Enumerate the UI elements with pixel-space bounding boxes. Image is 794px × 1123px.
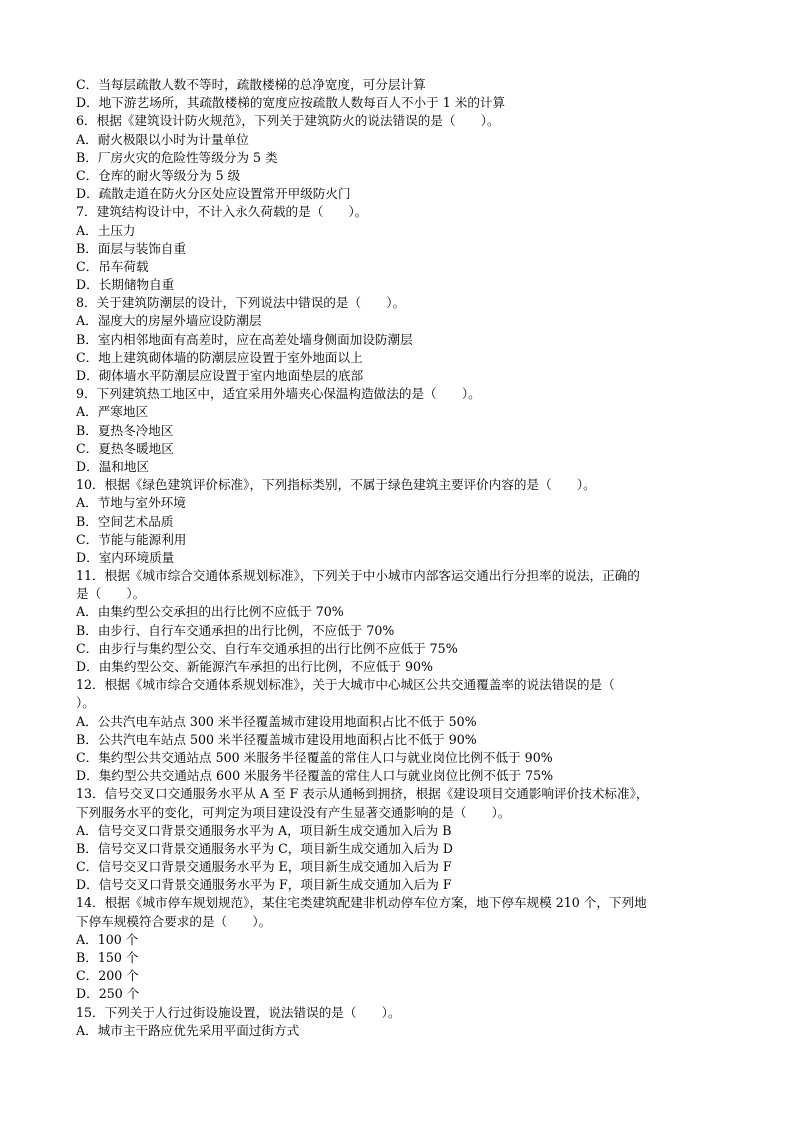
option-line: C．地上建筑砌体墙的防潮层应设置于室外地面以上 — [76, 349, 363, 365]
option-line: D．砌体墙水平防潮层应设置于室内地面垫层的底部 — [76, 368, 364, 383]
option-line: D．室内环境质量 — [76, 549, 175, 565]
option-line: A．节地与室外环境 — [76, 495, 186, 511]
option-line: A．由集约型公交承担的出行比例不应低于 70% — [76, 604, 344, 620]
option-line: D．由集约型公交、新能源汽车承担的出行比例，不应低于 90% — [76, 659, 433, 674]
option-line: B．150 个 — [76, 950, 139, 965]
option-line: C．由步行与集约型公交、自行车交通承担的出行比例不应低于 75% — [76, 640, 458, 656]
question-line: 7．建筑结构设计中，不计入永久荷载的是（ ）。 — [76, 204, 368, 220]
question-line: 8．关于建筑防潮层的设计，下列说法中错误的是（ ）。 — [76, 295, 406, 311]
option-line: B．公共汽电车站点 500 米半径覆盖城市建设用地面积占比不低于 90% — [76, 731, 477, 747]
question-line-continued: 下停车规模符合要求的是（ ）。 — [76, 913, 272, 929]
option-line: C．仓库的耐火等级分为 5 级 — [76, 167, 241, 183]
option-line: C．吊车荷载 — [76, 258, 149, 274]
question-line-continued: 下列服务水平的变化，可判定为项目建设没有产生显著交通影响的是（ ）。 — [76, 804, 511, 820]
option-line: D．250 个 — [76, 986, 140, 1002]
question-line-continued: 是（ ）。 — [76, 586, 146, 602]
option-line: B．厂房火灾的危险性等级分为 5 类 — [76, 149, 278, 165]
option-line: A．公共汽电车站点 300 米半径覆盖城市建设用地面积占比不低于 50% — [76, 713, 477, 729]
option-line: A．土压力 — [76, 222, 136, 238]
option-line: B．由步行、自行车交通承担的出行比例，不应低于 70% — [76, 622, 395, 638]
option-line: B．面层与装饰自重 — [76, 240, 187, 256]
question-line: 14．根据《城市停车规划规范》，某住宅类建筑配建非机动停车位方案，地下停车规模 210 个，下列地 — [76, 895, 647, 911]
question-line: 15．下列关于人行过街设施设置，说法错误的是（ ）。 — [76, 1004, 401, 1020]
question-line: 10．根据《绿色建筑评价标准》，下列指标类别，不属于绿色建筑主要评价内容的是（ ）。 — [76, 477, 596, 493]
option-line: C．200 个 — [76, 968, 139, 984]
option-line: D．温和地区 — [76, 458, 150, 474]
option-line: C．当每层疏散人数不等时，疏散楼梯的总净宽度，可分层计算 — [76, 77, 426, 92]
option-line: A．严寒地区 — [76, 404, 149, 420]
question-line: 9．下列建筑热工地区中，适宜采用外墙夹心保温构造做法的是（ ）。 — [76, 386, 481, 402]
option-line: D．集约型公共交通站点 600 米服务半径覆盖的常住人口与就业岗位比例不低于 75% — [76, 768, 554, 784]
option-line: D．地下游艺场所，其疏散楼梯的宽度应按疏散人数每百人不小于 1 米的计算 — [76, 95, 506, 111]
option-line: D．信号交叉口背景交通服务水平为 F，项目新生成交通加入后为 F — [76, 877, 452, 893]
question-line: 6．根据《建筑设计防火规范》，下列关于建筑防火的说法错误的是（ ）。 — [76, 113, 500, 129]
option-line: B．室内相邻地面有高差时，应在高差处墙身侧面加设防潮层 — [76, 331, 413, 347]
option-line: D．疏散走道在防火分区处应设置常开甲级防火门 — [76, 186, 351, 202]
option-line: C．信号交叉口背景交通服务水平为 E，项目新生成交通加入后为 F — [76, 859, 452, 875]
option-line: C．节能与能源利用 — [76, 531, 187, 547]
document-page — [76, 76, 716, 1040]
question-line: 12．根据《城市综合交通体系规划标准》，关于大城市中心城区公共交通覆盖率的说法错误的是（ — [76, 677, 615, 693]
option-line: C．夏热冬暖地区 — [76, 440, 174, 456]
option-line: B．夏热冬冷地区 — [76, 422, 174, 438]
option-line: B．信号交叉口背景交通服务水平为 C，项目新生成交通加入后为 D — [76, 840, 454, 856]
option-line: A．城市主干路应优先采用平面过街方式 — [76, 1022, 300, 1038]
option-line: A．100 个 — [76, 931, 139, 947]
option-line: C．集约型公共交通站点 500 米服务半径覆盖的常住人口与就业岗位比例不低于 90% — [76, 749, 553, 765]
option-line: D．长期储物自重 — [76, 277, 175, 293]
question-line: 11．根据《城市综合交通体系规划标准》，下列关于中小城市内部客运交通出行分担率的说法，正确的 — [76, 568, 640, 584]
option-line: A．信号交叉口背景交通服务水平为 A，项目新生成交通加入后为 B — [76, 822, 452, 838]
option-line: A．湿度大的房屋外墙应设防潮层 — [76, 313, 262, 329]
option-line: A．耐火极限以小时为计量单位 — [76, 131, 249, 147]
question-line: 13．信号交叉口交通服务水平从 A 至 F 表示从通畅到拥挤，根据《建设项目交通影响评价技术标准》， — [76, 786, 649, 802]
question-line-continued: ）。 — [76, 695, 95, 711]
option-line: B．空间艺术品质 — [76, 513, 174, 529]
